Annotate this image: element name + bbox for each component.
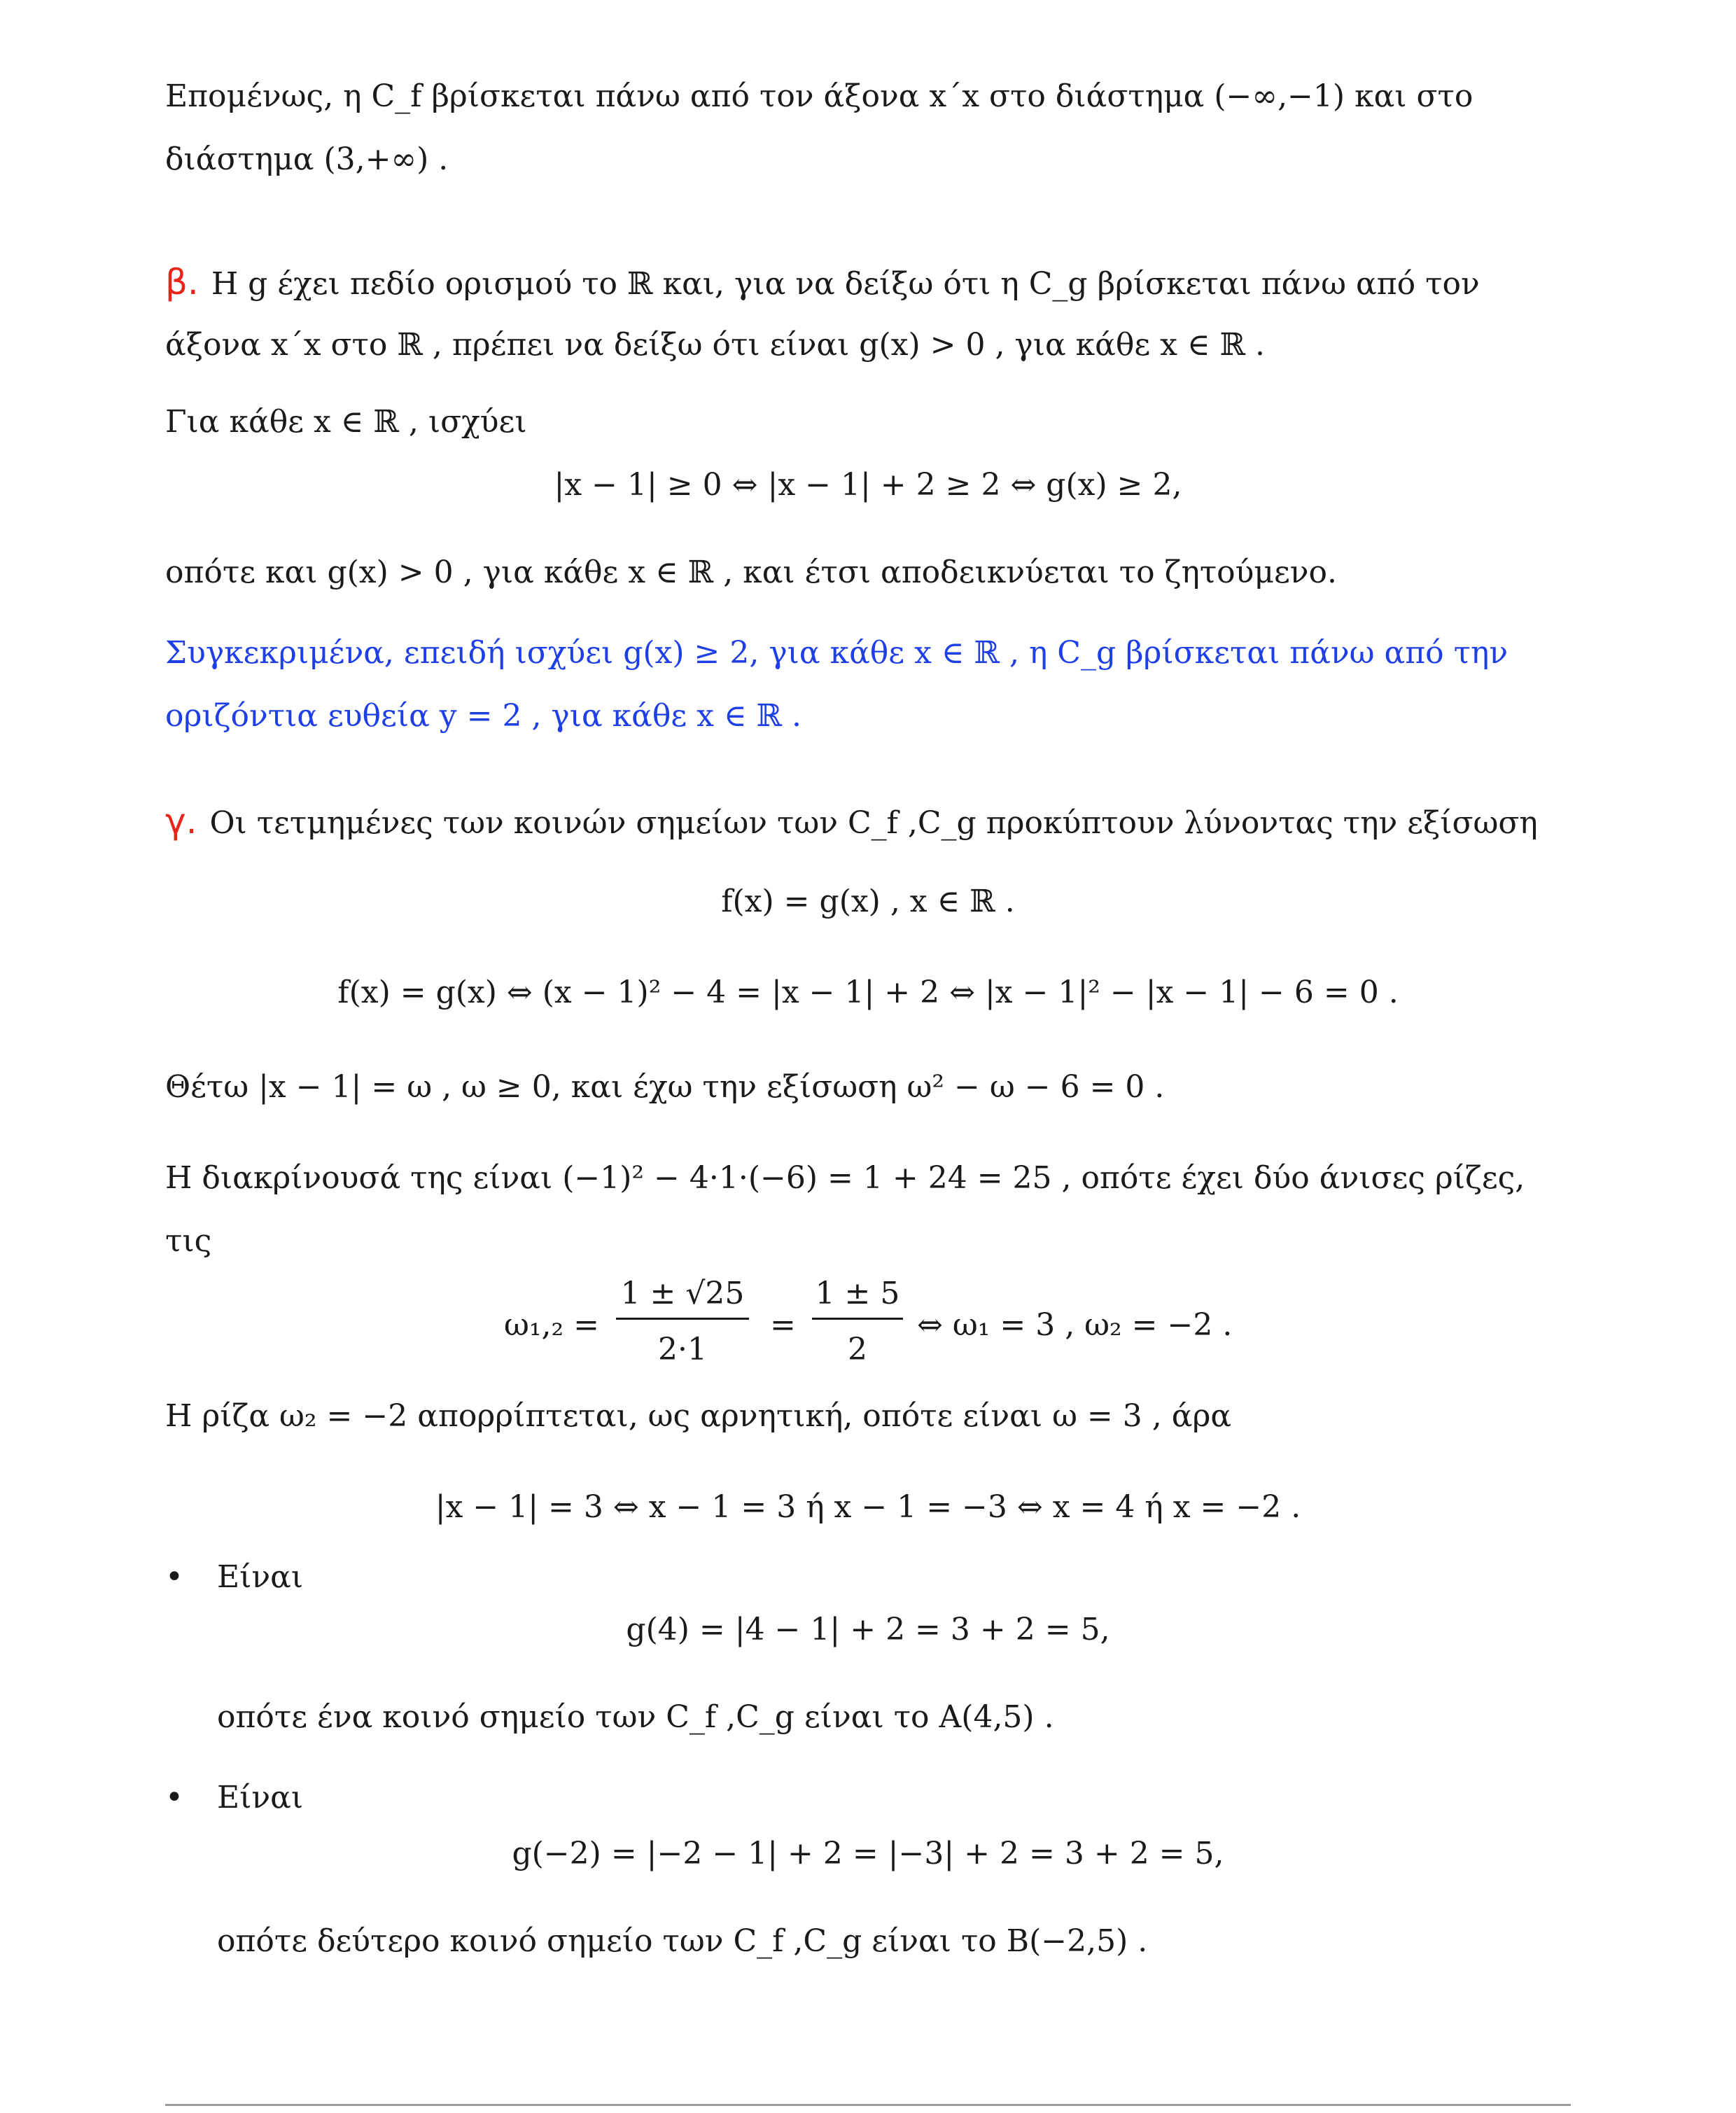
fraction-numerator: 1 ± 5 [815, 1276, 900, 1311]
equation-part: ω₁,₂ = [504, 1307, 599, 1343]
text-line: οπότε και g(x) > 0 , για κάθε x ∈ ℝ , και έτσι αποδεικνύεται το ζητούμενο. [165, 555, 1338, 590]
part-gamma-line [165, 802, 1538, 843]
text-line: Θέτω |x − 1| = ω , ω ≥ 0, και έχω την εξίσωση ω² − ω − 6 = 0 . [165, 1069, 1165, 1105]
fraction-denominator: 2·1 [658, 1332, 707, 1367]
text-line: Για κάθε x ∈ ℝ , ισχύει [165, 404, 527, 440]
part-beta-label: β. [165, 262, 199, 302]
text-segment: Οι τετμημένες των κοινών σημείων των C_f ,C_g προκύπτουν λύνοντας την εξίσωση [209, 805, 1538, 841]
text-line: άξονα x΄x στο ℝ , πρέπει να δείξω ότι είναι g(x) > 0 , για κάθε x ∈ ℝ . [165, 327, 1266, 363]
text-line: Επομένως, η C_f βρίσκεται πάνω από τον άξονα x΄x στο διάστημα (−∞,−1) και στο [165, 78, 1474, 114]
text-line: Η ρίζα ω₂ = −2 απορρίπτεται, ως αρνητική, οπότε είναι ω = 3 , άρα [165, 1398, 1232, 1434]
equation-part: = [770, 1307, 796, 1343]
text-line: Είναι [217, 1780, 304, 1815]
text-line: Η διακρίνουσά της είναι (−1)² − 4·1·(−6) = 1 + 24 = 25 , οπότε έχει δύο άνισες ρίζες, [165, 1160, 1525, 1196]
fraction-denominator: 2 [848, 1332, 867, 1367]
fraction-bar [616, 1318, 749, 1320]
bullet-icon: • [165, 1780, 183, 1815]
text-segment: Η g έχει πεδίο ορισμού το ℝ και, για να δείξω ότι η C_g βρίσκεται πάνω από τον [211, 266, 1480, 302]
part-gamma-label: γ. [165, 801, 197, 842]
equation-part: ⇔ ω₁ = 3 , ω₂ = −2 . [917, 1307, 1233, 1343]
text-line: οπότε ένα κοινό σημείο των C_f ,C_g είναι το A(4,5) . [217, 1699, 1054, 1735]
fraction-bar [812, 1318, 903, 1320]
highlight-note-line: Συγκεκριμένα, επειδή ισχύει g(x) ≥ 2, για κάθε x ∈ ℝ , η C_g βρίσκεται πάνω από την [165, 635, 1508, 671]
bullet-icon: • [165, 1559, 183, 1595]
equation: g(4) = |4 − 1| + 2 = 3 + 2 = 5, [626, 1612, 1110, 1647]
text-line: τις [165, 1223, 212, 1259]
fraction-numerator: 1 ± √25 [620, 1276, 745, 1311]
equation: g(−2) = |−2 − 1| + 2 = |−3| + 2 = 3 + 2 = 5, [512, 1836, 1224, 1871]
equation: f(x) = g(x) , x ∈ ℝ . [721, 884, 1015, 919]
footer-divider [165, 2104, 1571, 2106]
equation: |x − 1| = 3 ⇔ x − 1 = 3 ή x − 1 = −3 ⇔ x = 4 ή x = −2 . [435, 1489, 1301, 1525]
text-line: διάστημα (3,+∞) . [165, 141, 449, 177]
part-beta-line [165, 263, 1480, 304]
equation: |x − 1| ≥ 0 ⇔ |x − 1| + 2 ≥ 2 ⇔ g(x) ≥ 2, [554, 467, 1182, 503]
text-line: Είναι [217, 1559, 304, 1595]
text-line: οπότε δεύτερο κοινό σημείο των C_f ,C_g είναι το B(−2,5) . [217, 1923, 1148, 1959]
highlight-note-line: οριζόντια ευθεία y = 2 , για κάθε x ∈ ℝ . [165, 698, 802, 734]
equation: f(x) = g(x) ⇔ (x − 1)² − 4 = |x − 1| + 2 ⇔ |x − 1|² − |x − 1| − 6 = 0 . [337, 975, 1399, 1010]
